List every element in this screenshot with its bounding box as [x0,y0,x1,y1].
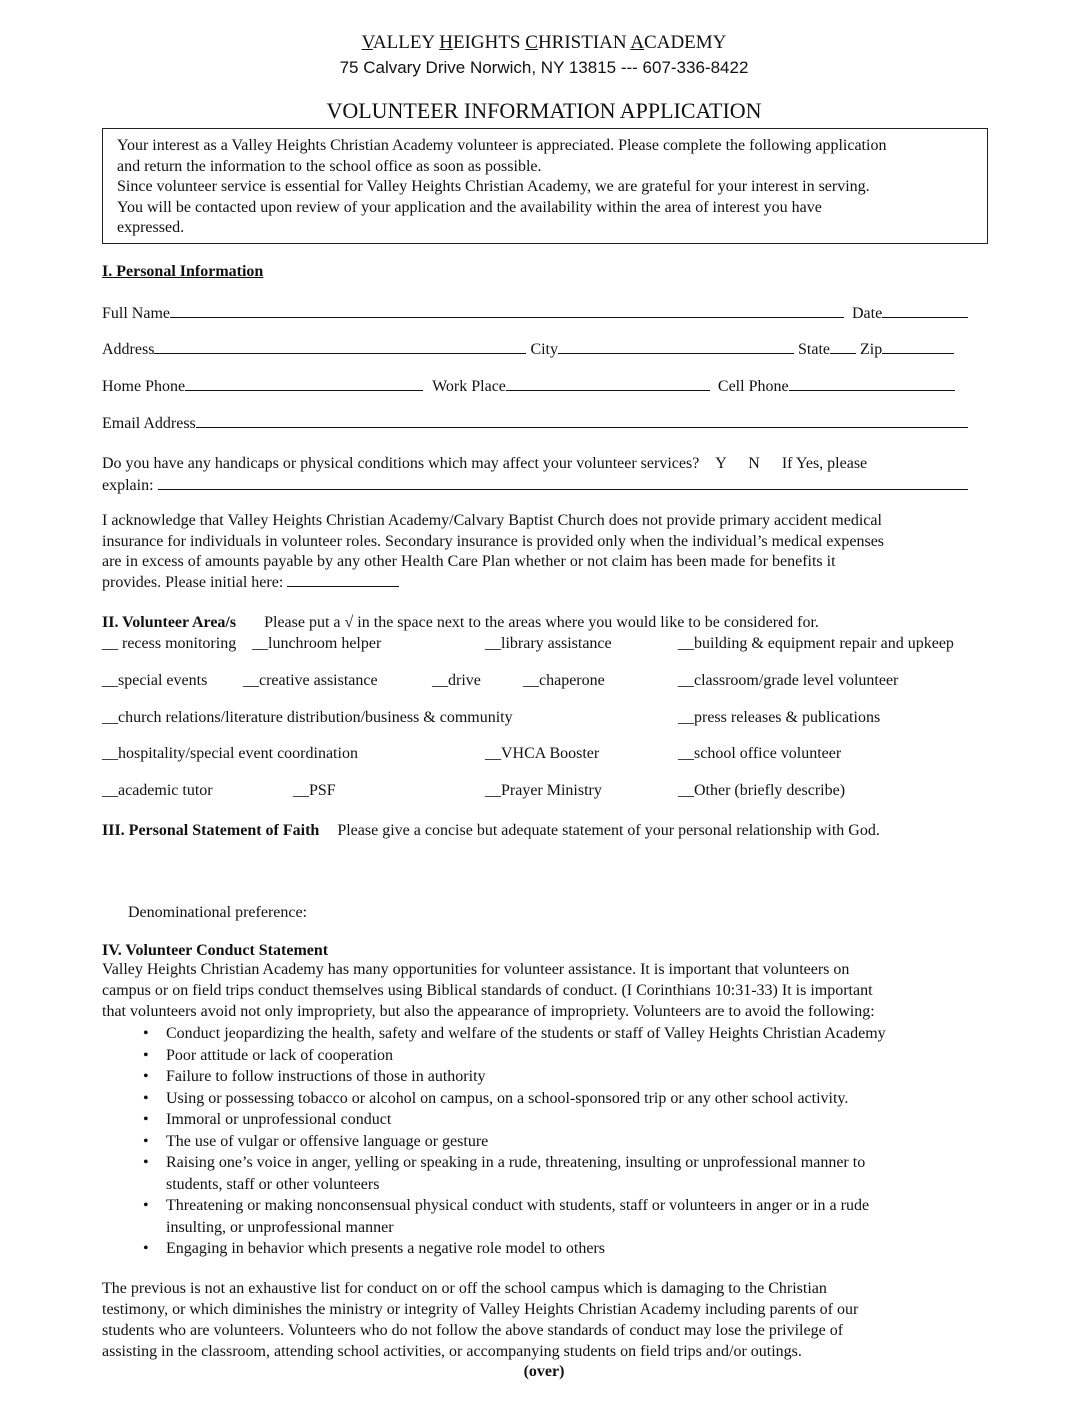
volunteer-area-option[interactable]: __Other (briefly describe) [678,782,846,799]
over-note: (over) [523,1363,565,1380]
no-option[interactable]: N [748,455,760,472]
school-name-initial: H [439,32,453,53]
intro-line: Since volunteer service is essential for Valley Heights Christian Academy, we are grateful for your interest in serving. [117,178,870,195]
conduct-intro-line: that volunteers avoid not only impropriety, but also the appearance of impropriety. Volunteers are to avoid the following: [102,1003,875,1020]
closing-line: assisting in the classroom, attending school activities, or accompanying students on field trips and/or outings. [102,1343,802,1360]
school-name-initial: A [630,32,645,53]
bullet-icon: • [143,1025,149,1042]
volunteer-area-option[interactable]: __hospitality/special event coordination [102,745,358,762]
home-phone-label: Home Phone [102,378,186,395]
volunteer-area-option[interactable]: __school office volunteer [678,745,842,762]
conduct-item: Failure to follow instructions of those in authority [166,1068,486,1085]
bullet-icon: • [143,1240,149,1257]
if-yes-text: If Yes, please [781,455,868,472]
closing-line: testimony, or which diminishes the ministry or integrity of Valley Heights Christian Academy including parents of our [102,1301,859,1318]
initial-row [102,572,399,593]
faith-heading-row [102,821,880,841]
school-name-part: HRISTIAN [537,32,631,53]
conduct-item: Threatening or making nonconsensual physical conduct with students, staff or volunteers in anger or in a rude [166,1197,870,1214]
conduct-intro-line: Valley Heights Christian Academy has many opportunities for volunteer assistance. It is important that volunteers on [102,961,850,978]
email-row [102,413,968,434]
bullet-icon: • [143,1197,149,1214]
school-address: 75 Calvary Drive Norwich, NY 13815 --- 607-336-8422 [339,58,749,77]
explain-field[interactable] [158,475,968,490]
closing-line: students who are volunteers. Volunteers who do not follow the above standards of conduct may lose the privilege of [102,1322,844,1339]
faith-prompt: Please give a concise but adequate statement of your personal relationship with God. [337,822,880,839]
conduct-item: Immoral or unprofessional conduct [166,1111,392,1128]
date-field[interactable] [882,303,968,318]
school-name-part: EIGHTS [452,32,526,53]
conduct-item: insulting, or unprofessional manner [166,1218,394,1236]
section-personal-heading: I. Personal Information [102,263,264,280]
bullet-icon: • [143,1046,149,1064]
acknowledgement [102,511,884,573]
section-areas-heading: II. Volunteer Area/s [102,614,237,631]
explain-label: explain: [102,477,154,494]
acknowledgement-line: are in excess of amounts payable by any other Health Care Plan whether or not claim has been made for benefits it [102,553,836,570]
address-label: Address [102,341,155,358]
phone-row [102,376,955,397]
acknowledgement-line: I acknowledge that Valley Heights Christian Academy/Calvary Baptist Church does not provide primary accident medical [102,512,882,529]
volunteer-area-option[interactable]: __building & equipment repair and upkeep [678,635,954,652]
form-title: VOLUNTEER INFORMATION APPLICATION [326,98,762,123]
city-label: City [530,341,558,358]
volunteer-area-option[interactable]: __lunchroom helper [252,635,382,652]
conduct-item: Conduct jeopardizing the health, safety and welfare of the students or staff of Valley Heights Christian Academy [166,1025,886,1042]
state-label: State [798,341,830,358]
bullet-icon: • [143,1154,149,1171]
volunteer-area-option[interactable]: __drive [432,672,481,689]
bullet-icon: • [143,1111,149,1128]
section-faith-heading: III. Personal Statement of Faith [102,822,320,839]
date-label: Date [852,305,883,322]
intro-line: You will be contacted upon review of your application and the availability within the area of interest you have [117,198,822,216]
initial-field[interactable] [287,572,399,587]
handicap-question [102,454,867,474]
volunteer-area-option[interactable]: __ recess monitoring [102,635,237,652]
volunteer-area-option[interactable]: __classroom/grade level volunteer [678,672,899,689]
conduct-item: Engaging in behavior which presents a negative role model to others [166,1240,605,1257]
full-name-field[interactable] [170,303,844,318]
volunteer-area-option[interactable]: __creative assistance [243,672,378,689]
areas-heading-row [102,613,819,633]
school-name-part: CADEMY [644,32,727,53]
school-name-initial: V [361,32,373,53]
volunteer-area-option[interactable]: __library assistance [485,635,612,652]
bullet-icon: • [143,1089,149,1107]
work-place-label: Work Place [432,378,506,395]
school-name [0,33,1088,53]
address-field[interactable] [154,339,526,354]
intro-line: expressed. [117,219,185,236]
intro-line: Your interest as a Valley Heights Christian Academy volunteer is appreciated. Please complete the following application [117,137,887,154]
conduct-item: Poor attitude or lack of cooperation [166,1046,394,1064]
volunteer-area-option[interactable]: __VHCA Booster [485,745,600,762]
areas-instruction: Please put a √ in the space next to the areas where you would like to be considered for. [264,614,819,631]
volunteer-area-option[interactable]: __chaperone [523,672,605,689]
address-row [102,339,954,360]
volunteer-area-option[interactable]: __academic tutor [102,782,213,799]
state-field[interactable] [830,339,856,354]
volunteer-area-option[interactable]: __press releases & publications [678,709,881,726]
intro-box [102,128,988,244]
acknowledgement-line: insurance for individuals in volunteer roles. Secondary insurance is provided only when the individual’s medical expenses [102,532,885,550]
explain-row [102,475,968,496]
email-field[interactable] [196,413,968,428]
full-name-label: Full Name [102,305,170,322]
home-phone-field[interactable] [185,376,423,391]
yes-option[interactable]: Y [715,455,727,472]
volunteer-area-option[interactable]: __Prayer Ministry [485,782,602,799]
intro-line: and return the information to the school office as soon as possible. [117,157,542,175]
bullet-icon: • [143,1132,149,1150]
city-field[interactable] [558,339,794,354]
volunteer-area-option[interactable]: __church relations/literature distribution/business & community [102,709,513,726]
initial-label: provides. Please initial here: [102,574,284,591]
volunteer-area-option[interactable]: __PSF [293,782,336,799]
section-conduct-heading: IV. Volunteer Conduct Statement [102,942,329,959]
volunteer-area-option[interactable]: __special events [102,672,208,689]
work-place-field[interactable] [506,376,710,391]
cell-phone-field[interactable] [789,376,955,391]
conduct-item: Using or possessing tobacco or alcohol on campus, on a school-sponsored trip or any other school activity. [166,1089,849,1107]
conduct-item: Raising one’s voice in anger, yelling or speaking in a rude, threatening, insulting or unprofessional manner to [166,1154,866,1171]
school-name-part: ALLEY [372,32,440,53]
cell-phone-label: Cell Phone [717,378,789,395]
conduct-item: The use of vulgar or offensive language or gesture [166,1132,489,1150]
email-label: Email Address [102,415,196,432]
full-name-row [102,303,968,324]
zip-label: Zip [860,341,883,358]
conduct-intro-line: campus or on field trips conduct themselves using Biblical standards of conduct. (I Corinthians 10:31-33) It is important [102,982,873,999]
zip-field[interactable] [882,339,954,354]
conduct-item: students, staff or other volunteers [166,1175,380,1193]
school-name-initial: C [525,32,538,53]
bullet-icon: • [143,1068,149,1085]
denominational-preference-label: Denominational preference: [128,904,308,921]
handicap-question-text: Do you have any handicaps or physical conditions which may affect your volunteer services? [102,455,700,472]
closing-line: The previous is not an exhaustive list for conduct on or off the school campus which is damaging to the Christian [102,1280,827,1297]
